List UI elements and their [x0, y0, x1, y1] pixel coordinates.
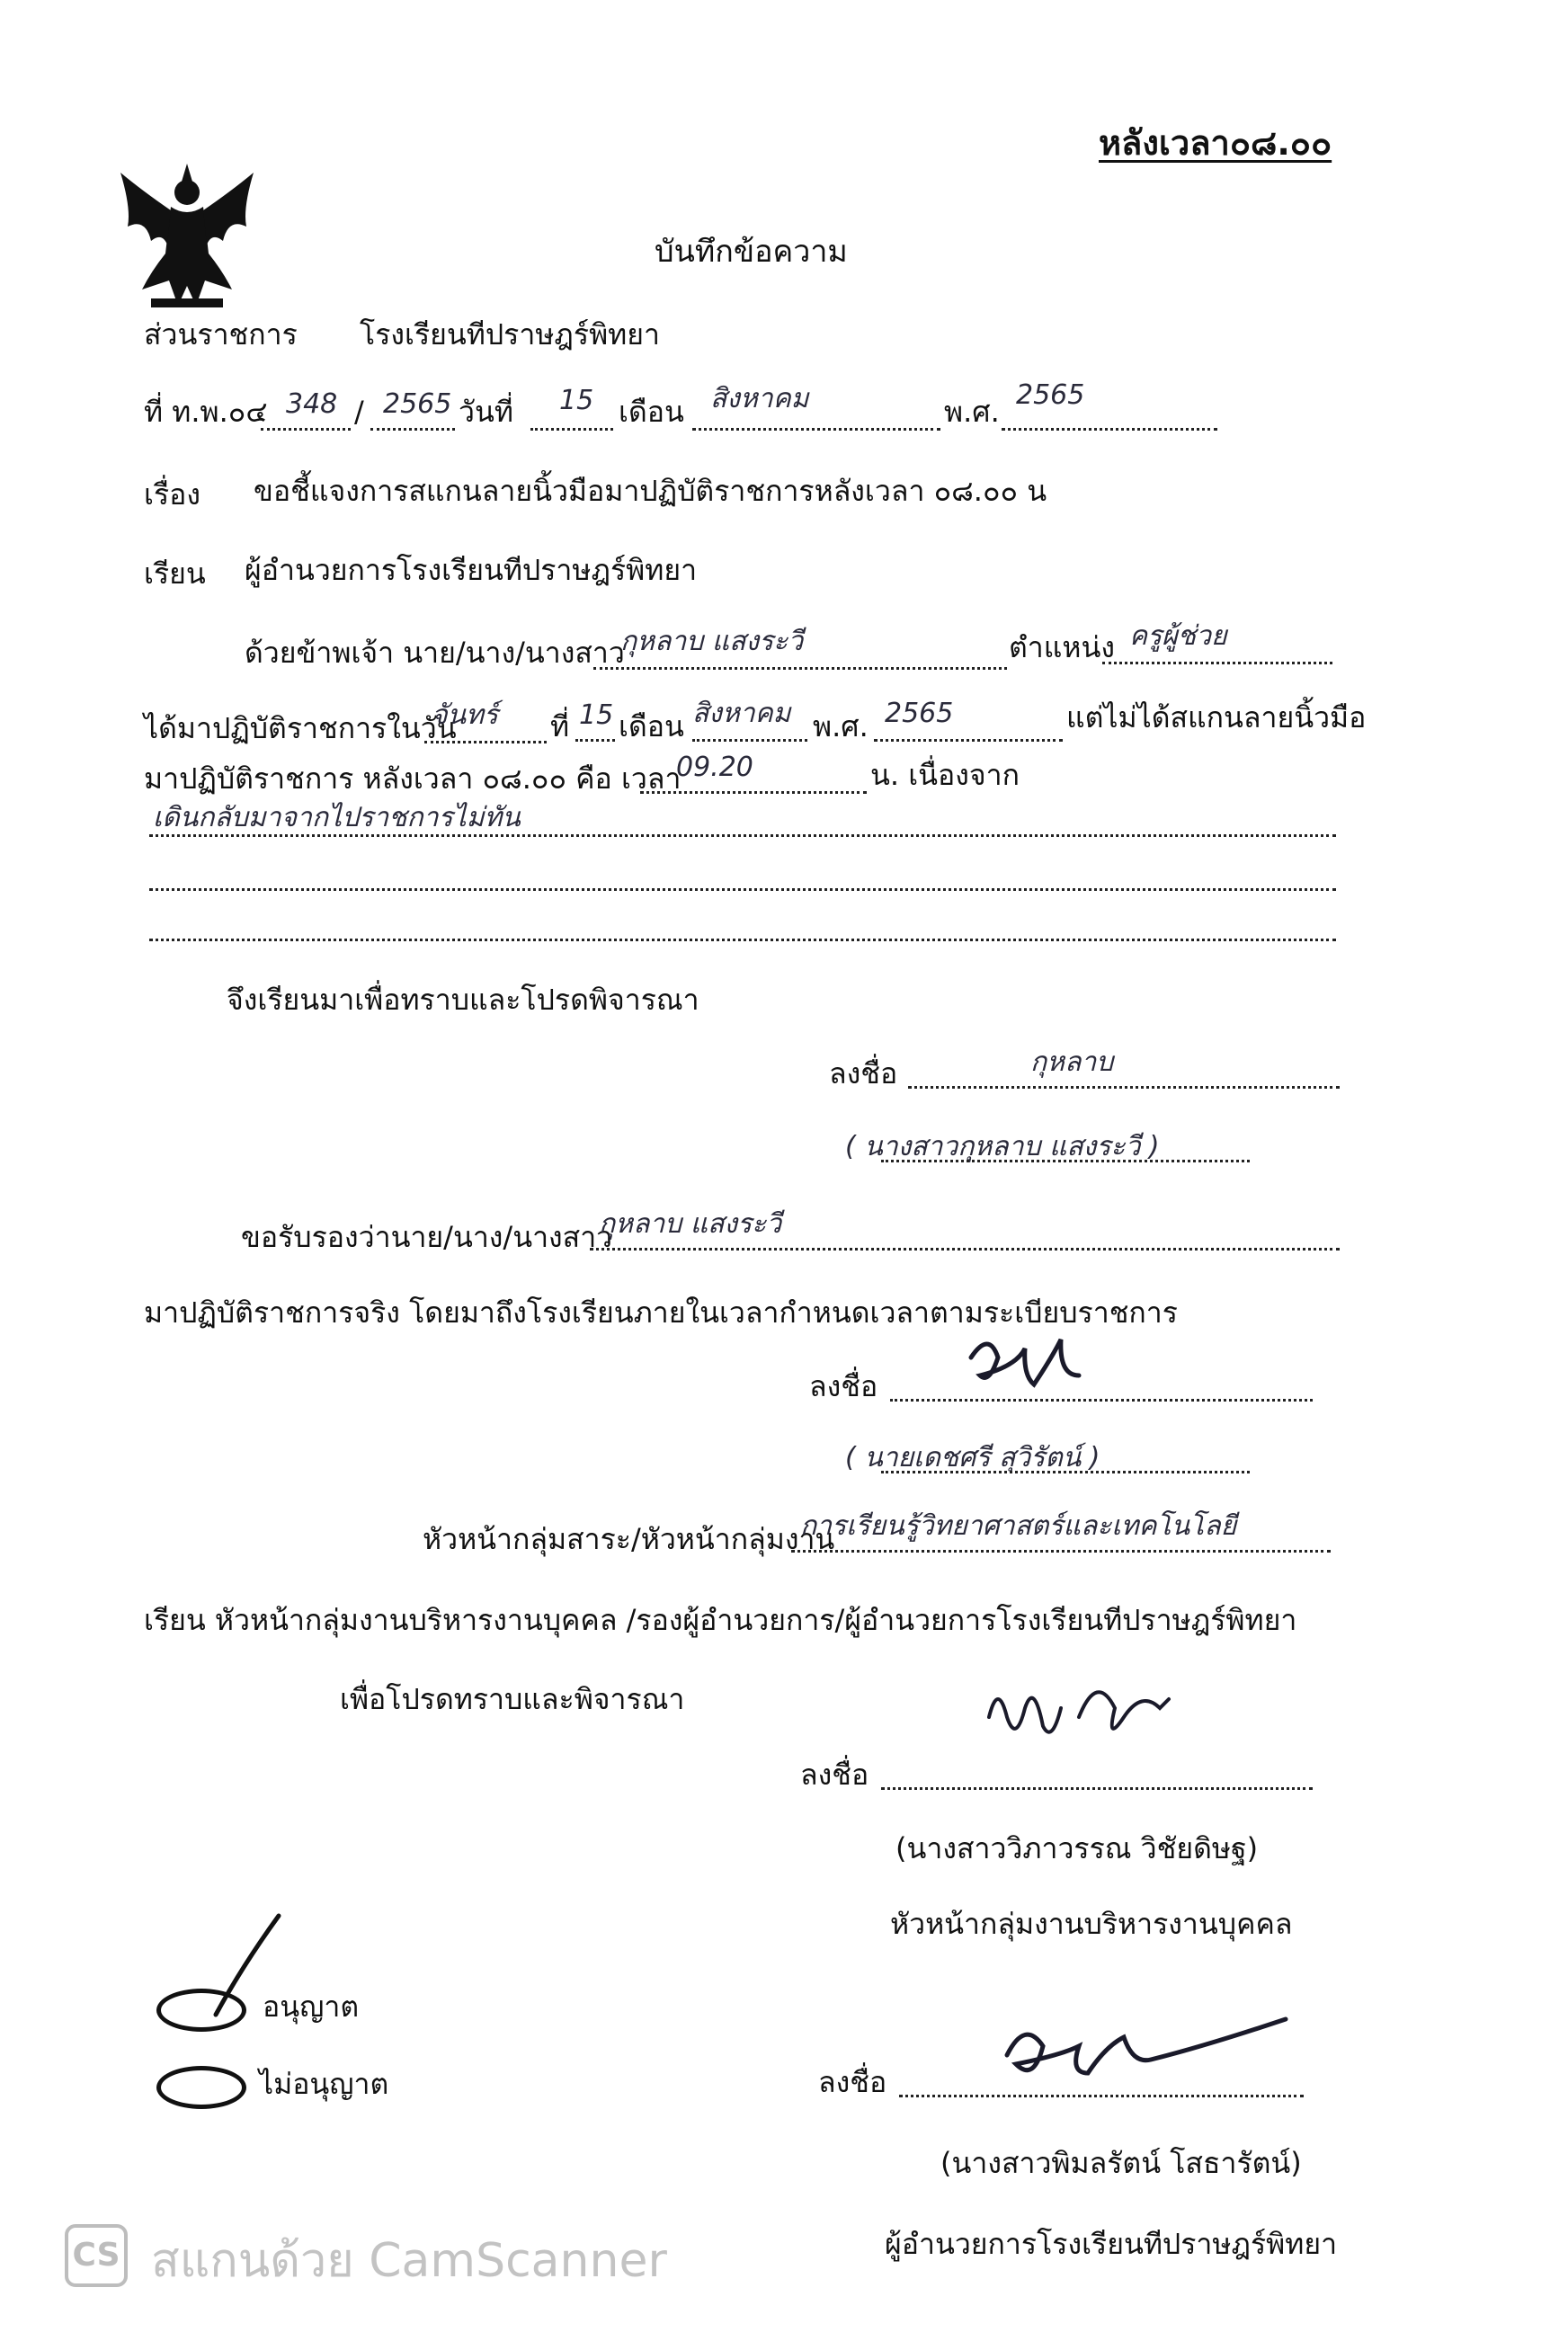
certifier-printed-name: ( นายเดชศรี สุวิรัตน์ ) — [845, 1442, 1100, 1473]
weekday-value: จันทร์ — [432, 699, 498, 731]
requester-printed-name: ( นางสาวกุหลาบ แสงระวี ) — [845, 1131, 1160, 1162]
requester-name: กุหลาบ แสงระวี — [620, 626, 804, 657]
day-value: 15 — [559, 385, 594, 416]
head-department: การเรียนรู้วิทยาศาสตร์และเทคโนโลยี — [800, 1510, 1237, 1542]
director-signature — [980, 2010, 1304, 2091]
approve-label: อนุญาต — [263, 1989, 360, 2024]
month-label: เดือน — [619, 395, 684, 429]
worked-month-label: เดือน — [619, 709, 684, 743]
worked-be-label: พ.ศ. — [813, 709, 869, 743]
deny-radio — [156, 2066, 246, 2109]
hr-signature — [971, 1663, 1187, 1762]
reason-value: เดินกลับมาจากไปราชการไม่ทัน — [153, 802, 521, 833]
late-note: หลังเวลา๐๘.๐๐ — [1099, 123, 1332, 163]
worked-label: ได้มาปฏิบัติราชการในวัน — [144, 711, 457, 745]
doc-number-value: 348 — [286, 388, 338, 420]
time-value: 09.20 — [676, 752, 753, 783]
garuda-emblem-icon — [115, 155, 259, 316]
hr-position: หัวหน้ากลุ่มงานบริหารงานบุคคล — [890, 1907, 1293, 1941]
certifier-signature — [953, 1322, 1106, 1402]
certifier-sign-label: ลงชื่อ — [809, 1369, 878, 1403]
director-position: ผู้อำนวยการโรงเรียนทีปราษฎร์พิทยา — [885, 2227, 1338, 2261]
memo-page: หลังเวลา๐๘.๐๐ บันทึกข้อความ ส่วนราชการ โรงเรียนทีปราษฎร์พิทยา ที่ ท.พ.๐๔ 348 / 2565 วันที่ 15 เดือน สิงหาคม พ.ศ. 2565 เรื่อง ขอชี้แจงการสแกนลายนิ้วมือมาปฏิบัติราชการหลังเวลา ๐๘.๐๐ น เรียน ผู้อำนวยการโรงเรียนทีปราษฎร์พิทยา ด้วยข้าพเจ้า นาย/นาง/นางสาว กุหลาบ แสงระวี ตำแหน่ง ครูผู้ช่วย ได้มาปฏิบัติราชการในวัน จันทร์ ที่ 15 เดือน สิงหาคม พ.ศ. 2565 แต่ไม่ได้สแกนลายนิ้วมือ มาปฏิบัติราชการ หลังเวลา ๐๘.๐๐ คือ เวลา 09.20 น. เนื่องจาก เดินกลับมาจากไปราชการไม่ทัน จึงเรียนมาเพื่อทราบและโปรดพิจารณา ลงชื่อ กุหลาบ ( นางสาวกุหลาบ แสงระวี ) ขอรับรองว่านาย/นาง/นางสาว กุหลาบ แสงระวี มาปฏิบัติราชการจริง โดยมาถึงโรงเรียนภายในเวลากำหนดเวลาตามระเบียบราชการ ลงชื่อ ( นายเดชศรี สุวิรัตน์ ) หัวหน้ากลุ่มสาระ/หัวหน้ากลุ่มงาน การเรียนรู้วิทยาศาสตร์และเทคโนโลยี เรียน หัวหน้ากลุ่มงานบริหารงานบุคคล /รองผู้อำนวยการ/ผู้อำนวยการโรงเรียนทีปราษฎร์พิทยา เพื่อโปรดทราบและพิจารณา ลงชื่อ (นางสาววิภาวรรณ วิชัยดิษฐ) หัวหน้ากลุ่มงานบริหารงานบุคคล อนุญาต ไม่อนุญาต ลงชื่อ (นางสาวพิมลรัตน์ โสธารัตน์) ผู้อำนวยการโรงเรียนทีปราษฎร์พิทยา CS สแกนด้วย CamScanner — [0, 0, 1568, 2341]
doc-year-value: 2565 — [383, 388, 452, 420]
director-sign-label: ลงชื่อ — [818, 2065, 887, 2099]
be-value: 2565 — [1016, 379, 1085, 411]
camscanner-logo: CS — [65, 2224, 128, 2287]
certify-text: มาปฏิบัติราชการจริง โดยมาถึงโรงเรียนภายในเวลากำหนดเวลาตามระเบียบราชการ — [144, 1295, 1178, 1330]
after-time-label: มาปฏิบัติราชการ หลังเวลา ๐๘.๐๐ คือ เวลา — [144, 761, 682, 796]
agency-value: โรงเรียนทีปราษฎร์พิทยา — [360, 317, 660, 352]
hr-printed-name: (นางสาววิภาวรรณ วิชัยดิษฐ) — [895, 1831, 1259, 1865]
document-title: บันทึกข้อความ — [655, 234, 848, 270]
doc-number-label: ที่ ท.พ.๐๔ — [144, 395, 268, 429]
requester-signature: กุหลาบ — [1030, 1046, 1114, 1078]
head-label: หัวหน้ากลุ่มสาระ/หัวหน้ากลุ่มงาน — [423, 1522, 835, 1556]
certify-name: กุหลาบ แสงระวี — [599, 1208, 782, 1240]
date-value: 15 — [579, 699, 614, 731]
agency-label: ส่วนราชการ — [144, 317, 298, 352]
intro-label: ด้วยข้าพเจ้า นาย/นาง/นางสาว — [245, 636, 625, 670]
camscanner-text: สแกนด้วย CamScanner — [151, 2234, 667, 2288]
subject-value: ขอชี้แจงการสแกนลายนิ้วมือมาปฏิบัติราชการหลังเวลา ๐๘.๐๐ น — [254, 474, 1047, 508]
hr-consider-text: เพื่อโปรดทราบและพิจารณา — [340, 1682, 685, 1716]
be-label: พ.ศ. — [944, 395, 1000, 429]
closing-text: จึงเรียนมาเพื่อทราบและโปรดพิจารณา — [227, 983, 699, 1017]
position-label: ตำแหน่ง — [1009, 630, 1115, 664]
to-label: เรียน — [144, 556, 206, 591]
date-label: ที่ — [550, 709, 570, 743]
certify-label: ขอรับรองว่านาย/นาง/นางสาว — [241, 1220, 613, 1254]
month-value: สิงหาคม — [710, 383, 809, 414]
approve-radio — [156, 1989, 246, 2032]
deny-label: ไม่อนุญาต — [259, 2067, 389, 2101]
to-value: ผู้อำนวยการโรงเรียนทีปราษฎร์พิทยา — [245, 553, 698, 587]
because-label: น. เนื่องจาก — [870, 758, 1020, 792]
hr-sign-label: ลงชื่อ — [800, 1758, 869, 1792]
worked-be-value: 2565 — [885, 698, 954, 729]
no-scan-text: แต่ไม่ได้สแกนลายนิ้วมือ — [1066, 700, 1367, 734]
hr-to-text: เรียน หัวหน้ากลุ่มงานบริหารงานบุคคล /รองผู้อำนวยการ/ผู้อำนวยการโรงเรียนทีปราษฎร์พิทยา — [144, 1603, 1297, 1637]
worked-month-value: สิงหาคม — [692, 698, 791, 729]
day-label: วันที่ — [459, 395, 513, 429]
requester-sign-label: ลงชื่อ — [829, 1056, 898, 1090]
director-printed-name: (นางสาวพิมลรัตน์ โสธารัตน์) — [940, 2146, 1302, 2180]
position-value: ครูผู้ช่วย — [1129, 620, 1227, 652]
subject-label: เรื่อง — [144, 477, 200, 512]
